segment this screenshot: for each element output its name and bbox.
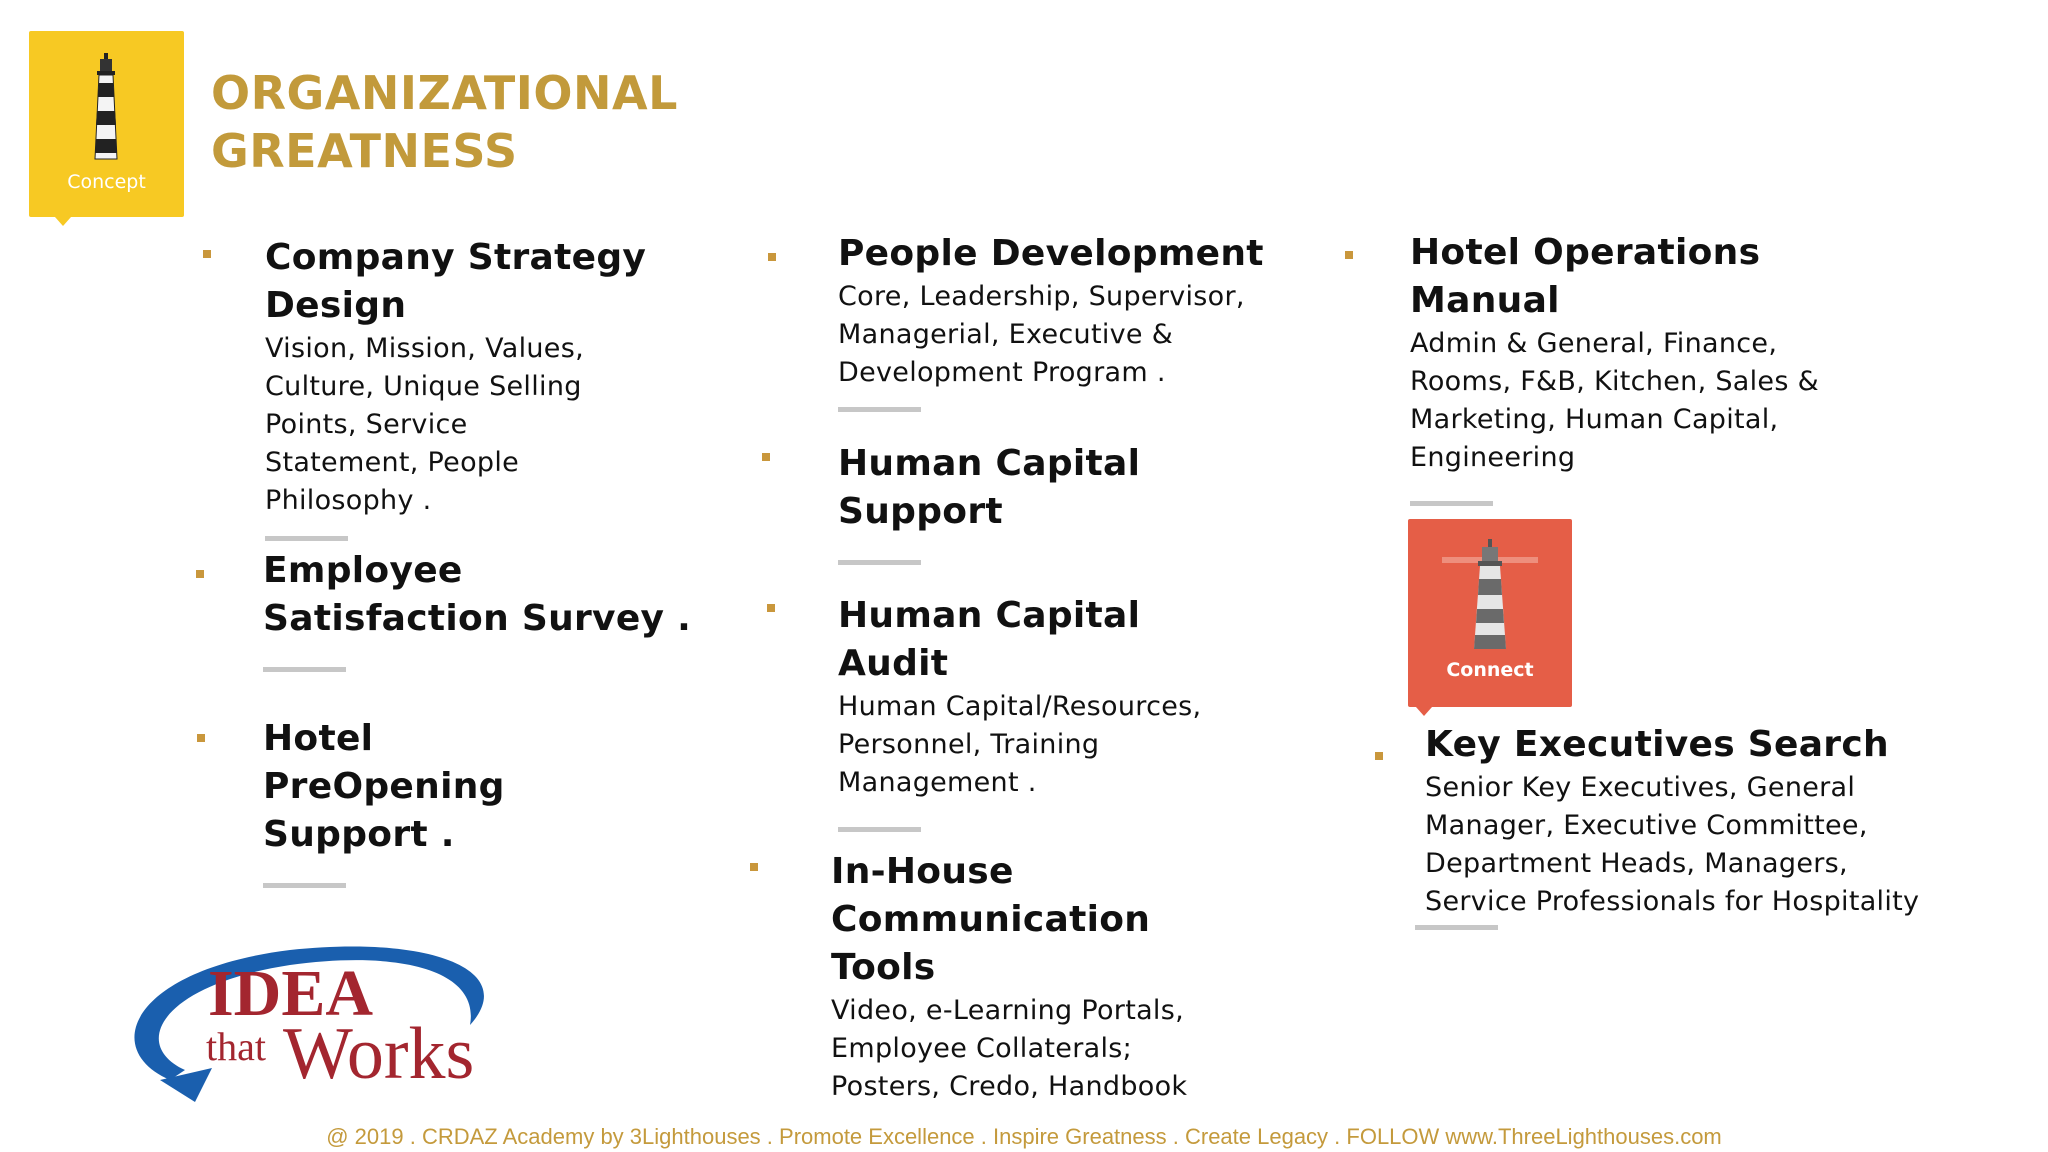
item-company-strategy — [265, 234, 646, 520]
concept-badge[interactable] — [29, 31, 184, 217]
item-title: In-House Communication Tools — [831, 851, 1151, 988]
item-key-executives — [1425, 721, 1919, 921]
page-title — [211, 64, 678, 180]
item-description: Video, e-Learning Portals, Employee Collaterals; Posters, Credo, Handbook — [831, 995, 1188, 1102]
item-title: Key Executives Search — [1425, 724, 1889, 765]
title-line-1: ORGANIZATIONAL — [211, 66, 678, 120]
concept-label: Concept — [67, 171, 146, 193]
item-title: People Development — [838, 233, 1264, 274]
item-hotel-preopening: Hotel PreOpening Support . — [263, 718, 505, 855]
bullet-marker — [767, 604, 775, 612]
bullet-marker — [196, 570, 204, 578]
item-title: Human Capital Audit — [838, 595, 1141, 684]
bullet-marker — [197, 734, 205, 742]
bullet-marker — [768, 253, 776, 261]
lighthouse-icon — [91, 53, 121, 161]
idea-that-works-logo — [100, 930, 520, 1120]
connect-badge[interactable] — [1408, 519, 1572, 707]
logo-word-idea: IDEA — [208, 957, 374, 1030]
divider — [263, 667, 346, 672]
logo-word-that: that — [206, 1024, 266, 1069]
bullet-marker — [762, 453, 770, 461]
item-title: Hotel Operations Manual — [1410, 232, 1761, 321]
item-description: Human Capital/Resources, Personnel, Training Management . — [838, 691, 1202, 798]
bullet-marker — [203, 250, 211, 258]
title-line-2: GREATNESS — [211, 124, 518, 178]
logo-word-works: Works — [283, 1013, 475, 1095]
item-title: Company Strategy Design — [265, 237, 647, 326]
lighthouse-icon — [1442, 539, 1538, 651]
divider — [265, 536, 348, 541]
divider — [1415, 925, 1498, 930]
item-description: Vision, Mission, Values, Culture, Unique Selling Points, Service Statement, People Philosophy . — [265, 333, 584, 516]
item-inhouse-communication — [831, 848, 1187, 1106]
item-description: Core, Leadership, Supervisor, Managerial, Executive & Development Program . — [838, 281, 1245, 388]
connect-label: Connect — [1446, 659, 1534, 681]
item-hotel-operations — [1410, 229, 1819, 477]
divider — [263, 883, 346, 888]
item-human-capital-audit — [838, 592, 1201, 802]
bullet-marker — [750, 863, 758, 871]
item-description: Senior Key Executives, General Manager, Executive Committee, Department Heads, Managers, Service Professionals for Hospitality — [1425, 772, 1920, 917]
divider — [838, 827, 921, 832]
item-human-capital-support: Human Capital Support — [838, 443, 1141, 532]
item-employee-survey: Employee Satisfaction Survey . — [263, 550, 692, 639]
bullet-marker — [1345, 251, 1353, 259]
divider — [1410, 501, 1493, 506]
divider — [838, 407, 921, 412]
item-people-development — [838, 230, 1264, 392]
footer-text: @ 2019 . CRDAZ Academy by 3Lighthouses . Promote Excellence . Inspire Greatness . Create Legacy . FOLLOW www.ThreeLighthouses.com — [326, 1124, 1722, 1149]
item-description: Admin & General, Finance, Rooms, F&B, Kitchen, Sales & Marketing, Human Capital, Engineering — [1410, 328, 1819, 473]
divider — [838, 560, 921, 565]
bullet-marker — [1375, 752, 1383, 760]
